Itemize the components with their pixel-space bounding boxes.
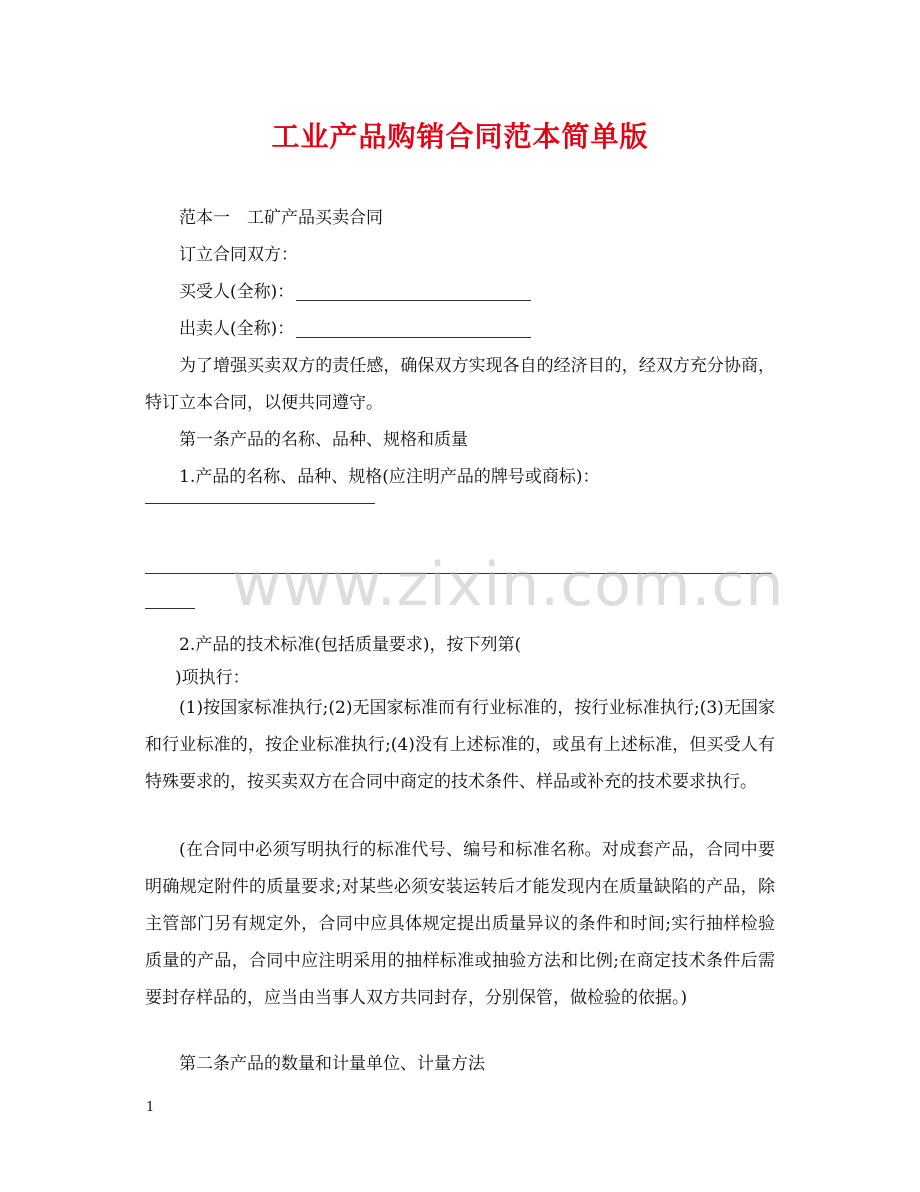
parties-label: 订立合同双方： bbox=[179, 245, 298, 265]
clause-1-2: 2.产品的技术标准(包括质量要求)，按下列第( bbox=[179, 635, 522, 655]
watermark: www.zixin.com.cn bbox=[232, 550, 785, 620]
document-title: 工业产品购销合同范本简单版 bbox=[271, 120, 649, 153]
seller-line bbox=[145, 311, 809, 348]
buyer-line bbox=[145, 274, 809, 311]
seller-blank bbox=[296, 336, 531, 338]
preamble-paragraph: 为了增强买卖双方的责任感，确保双方实现各自的经济目的，经双方充分协商，特订立本合同，以便共同遵守。 bbox=[145, 356, 775, 413]
note-paragraph: (在合同中必须写明执行的标准代号、编号和标准名称。对成套产品，合同中要明确规定附件的质量要求;对某些必须安装运转后才能发现内在质量缺陷的产品，除主管部门另有规定外，合同中应具体规定提出质量异议的条件和时间;实行抽样检验质量的产品，合同中应注明采用的抽样标准或抽验方法和比例;在商定技术条件后需要封存样品的，应当由当事人双方共同封存，分别保管，做检验的依据。) bbox=[145, 840, 775, 1008]
clause-1-1: 1.产品的名称、品种、规格(应注明产品的牌号或商标)： bbox=[179, 467, 600, 487]
clause-1-2-cont: )项执行： bbox=[175, 668, 250, 688]
blank-line-short bbox=[145, 503, 375, 504]
standards-paragraph: (1)按国家标准执行;(2)无国家标准而有行业标准的，按行业标准执行;(3)无国家和行业标准的，按企业标准执行;(4)没有上述标准的，或虽有上述标准，但买受人有特殊要求的，按买卖双方在合同中商定的技术条件、样品或补充的技术要求执行。 bbox=[145, 698, 775, 792]
contract-template-heading: 范本一 工矿产品买卖合同 bbox=[179, 208, 383, 228]
article-2-heading: 第二条产品的数量和计量单位、计量方法 bbox=[179, 1054, 485, 1074]
seller-label: 出卖人(全称)： bbox=[179, 319, 295, 339]
page-number: 1 bbox=[146, 1100, 155, 1115]
blank-line-tail bbox=[145, 608, 195, 609]
article-1-heading: 第一条产品的名称、品种、规格和质量 bbox=[179, 430, 468, 450]
buyer-label: 买受人(全称)： bbox=[179, 282, 295, 302]
buyer-blank bbox=[296, 299, 531, 301]
